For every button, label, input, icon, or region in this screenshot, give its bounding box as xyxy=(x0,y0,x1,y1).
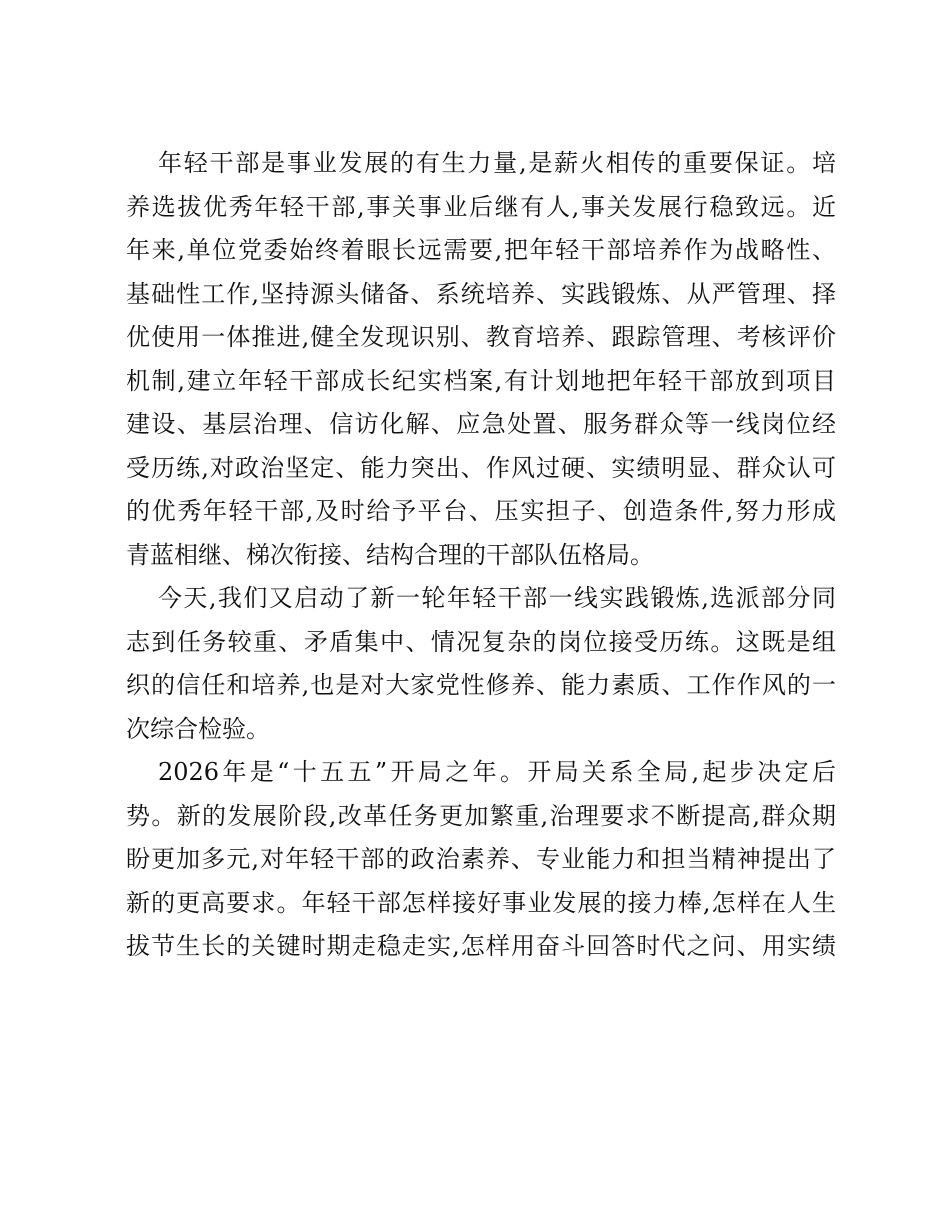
document-body xyxy=(126,142,836,969)
paragraph-2-line-2: 志到任务较重、矛盾集中、情况复杂的岗位接受历练。这既是组 xyxy=(126,627,836,656)
paragraph-3-line-4: 新的更高要求。年轻干部怎样接好事业发展的接力棒,怎样在人生 xyxy=(126,888,836,917)
paragraph-1-line-2: 养选拔优秀年轻干部,事关事业后继有人,事关发展行稳致远。近 xyxy=(126,192,836,221)
paragraph-1-line-1: 年轻干部是事业发展的有生力量,是薪火相传的重要保证。培 xyxy=(158,149,836,177)
paragraph-1-line-10: 青蓝相继、梯次衔接、结构合理的干部队伍格局。 xyxy=(126,540,654,569)
paragraph-2-line-1: 今天,我们又启动了新一轮年轻干部一线实践锻炼,选派部分同 xyxy=(158,584,836,612)
paragraph-1-line-7: 建设、基层治理、信访化解、应急处置、服务群众等一线岗位经 xyxy=(126,410,836,438)
paragraph-2-line-4: 次综合检验。 xyxy=(126,714,270,743)
paragraph-3-line-5: 拔节生长的关键时期走稳走实,怎样用奋斗回答时代之问、用实绩 xyxy=(126,932,836,960)
paragraph-1-line-3: 年来,单位党委始终着眼长远需要,把年轻干部培养作为战略性、 xyxy=(126,236,836,264)
paragraph-1-line-8: 受历练,对政治坚定、能力突出、作风过硬、实绩明显、群众认可 xyxy=(126,453,836,482)
paragraph-1-line-5: 优使用一体推进,健全发现识别、教育培养、跟踪管理、考核评价 xyxy=(126,323,836,351)
paragraph-3-line-2: 势。新的发展阶段,改革任务更加繁重,治理要求不断提高,群众期 xyxy=(126,801,836,830)
paragraph-1-line-6: 机制,建立年轻干部成长纪实档案,有计划地把年轻干部放到项目 xyxy=(126,366,836,395)
paragraph-3-line-3: 盼更加多元,对年轻干部的政治素养、专业能力和担当精神提出了 xyxy=(126,845,836,873)
paragraph-2-line-3: 织的信任和培养,也是对大家党性修养、能力素质、工作作风的一 xyxy=(126,671,836,699)
paragraph-1-line-4: 基础性工作,坚持源头储备、系统培养、实践锻炼、从严管理、择 xyxy=(126,279,836,308)
paragraph-3-line-1: 2026年是“十五五”开局之年。开局关系全局,起步决定后 xyxy=(158,758,836,786)
paragraph-1-line-9: 的优秀年轻干部,及时给予平台、压实担子、创造条件,努力形成 xyxy=(126,497,836,525)
